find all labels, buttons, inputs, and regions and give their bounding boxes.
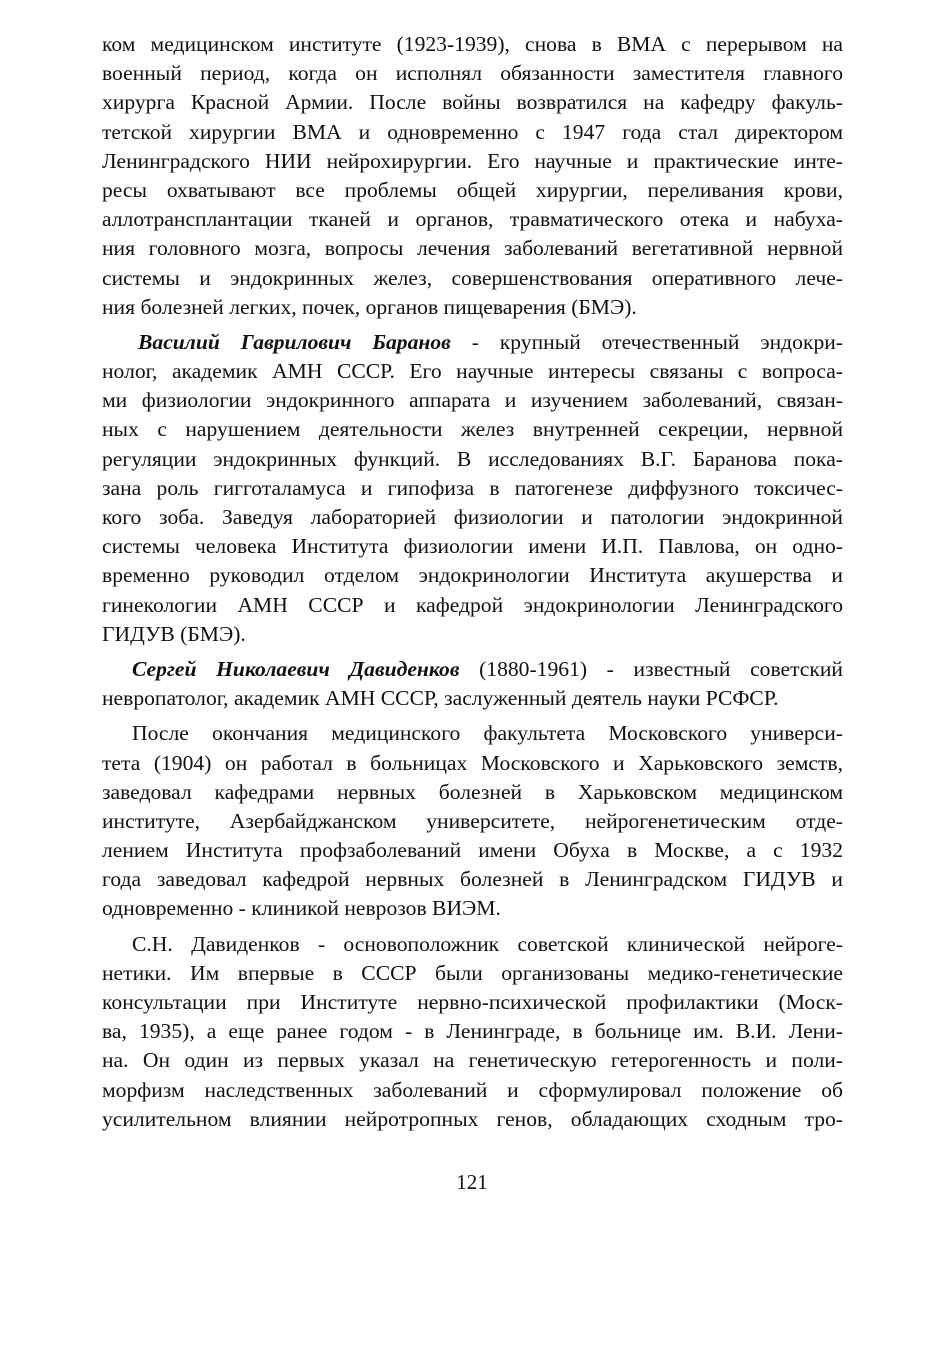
text-line: институте, Азербайджанском университете, нейрогенетическим отде- [102, 808, 843, 833]
text-line: тета (1904) он работал в больницах Московского и Харьковского земств, [102, 750, 843, 775]
text-line: Ленинградского НИИ нейрохирургии. Его научные и практические инте- [102, 148, 843, 173]
text-line: на. Он один из первых указал на генетическую гетерогенность и поли- [102, 1048, 843, 1073]
text-line: ния головного мозга, вопросы лечения заболеваний вегетативной нервной [102, 236, 843, 261]
paragraph-surgery-career [102, 30, 843, 322]
text-line [102, 328, 843, 357]
text-line: ми физиологии эндокринного аппарата и изучением заболеваний, связан- [102, 388, 843, 413]
text-line: гинекологии АМН СССР и кафедрой эндокринологии Ленинградского [102, 592, 843, 617]
text-line: регуляции эндокринных функций. В исследованиях В.Г. Баранова пока- [102, 446, 843, 471]
text-fragment: - крупный отечественный эндокри- [450, 329, 843, 354]
text-line: ресы охватывают все проблемы общей хирургии, переливания крови, [102, 177, 843, 202]
page-number: 121 [456, 1170, 488, 1194]
text-line: нетики. Им впервые в СССР были организованы медико-генетические [102, 960, 843, 985]
text-line: невропатолог, академик АМН СССР, заслуженный деятель науки РСФСР. [102, 686, 779, 711]
text-line: ния болезней легких, почек, органов пищеварения (БМЭ). [102, 294, 637, 319]
text-line: одновременно - клиникой неврозов ВИЭМ. [102, 896, 501, 921]
text-line: тетской хирургии ВМА и одновременно с 1947 года стал директором [102, 119, 843, 144]
text-line: лением Института профзаболеваний имени Обуха в Москве, а с 1932 [102, 838, 843, 863]
text-line: аллотрансплантации тканей и органов, травматического отека и набуха- [102, 207, 843, 232]
person-name-davidenkov: Сергей Николаевич Давиденков [132, 656, 460, 681]
text-line: С.Н. Давиденков - основоположник советской клинической нейроге- [132, 931, 843, 956]
text-line: хирурга Красной Армии. После войны возвратился на кафедру факуль- [102, 90, 843, 115]
text-line: нолог, академик АМН СССР. Его научные интересы связаны с вопроса- [102, 359, 843, 384]
text-fragment: (1880-1961) - известный советский [459, 656, 843, 681]
paragraph-davidenkov-career [102, 719, 843, 923]
text-line: системы человека Института физиологии имени И.П. Павлова, он одно- [102, 534, 843, 559]
text-line: морфизм наследственных заболеваний и сформулировал положение об [102, 1077, 843, 1102]
person-name-baranov: Василий Гаврилович Баранов [138, 329, 451, 354]
text-line: зана роль гигготаламуса и гипофиза в патогенезе диффузного токсичес- [102, 475, 843, 500]
text-line: ком медицинском институте (1923-1939), снова в ВМА с перерывом на [102, 32, 843, 56]
text-line: усилительном влиянии нейротропных генов, обладающих сходным тро- [102, 1106, 843, 1131]
text-line: ва, 1935), а еще ранее годом - в Ленинграде, в больнице им. В.И. Лени- [102, 1019, 843, 1044]
text-line: системы и эндокринных желез, совершенствования оперативного лече- [102, 265, 843, 290]
text-line: временно руководил отделом эндокринологии Института акушерства и [102, 563, 843, 588]
page-body [102, 30, 843, 1134]
text-line: ных с нарушением деятельности желез внутренней секреции, нервной [102, 417, 843, 442]
text-line: консультации при Институте нервно-психической профилактики (Моск- [102, 990, 843, 1014]
paragraph-neurogenetics [102, 930, 843, 1134]
paragraph-davidenkov [102, 655, 843, 713]
text-line: заведовал кафедрами нервных болезней в Харьковском медицинском [102, 779, 843, 804]
text-line: года заведовал кафедрой нервных болезней в Ленинградском ГИДУВ и [102, 867, 843, 892]
text-line [102, 655, 843, 684]
text-line: кого зоба. Заведуя лабораторией физиологии и патологии эндокринной [102, 505, 843, 529]
text-line: военный период, когда он исполнял обязанности заместителя главного [102, 61, 843, 86]
text-line: ГИДУВ (БМЭ). [102, 621, 246, 646]
text-line: После окончания медицинского факультета Московского универси- [132, 721, 843, 746]
paragraph-baranov [102, 328, 843, 649]
